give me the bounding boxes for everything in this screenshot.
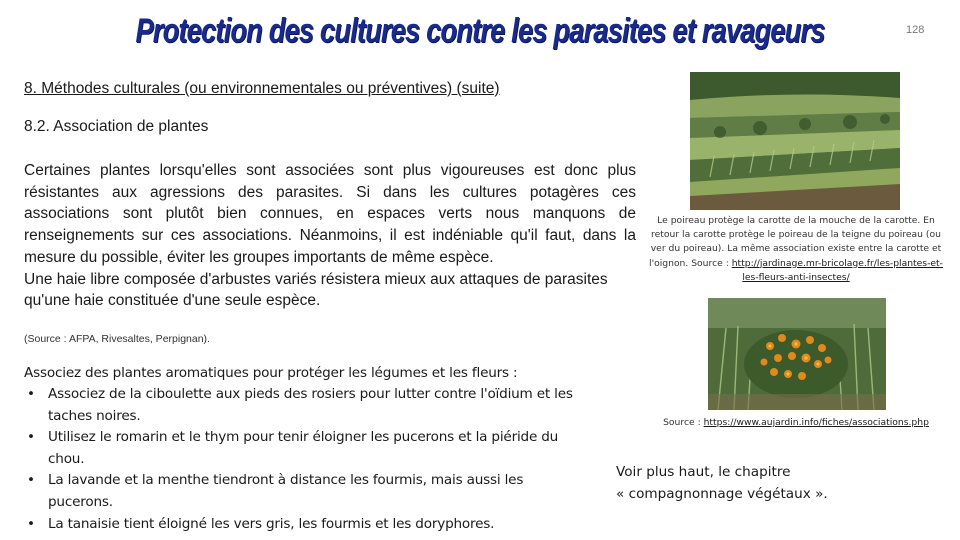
paragraph-hedge: Une haie libre composée d'arbustes variés résistera mieux aux attaques de parasites qu'une haie constituée d'une seule espèce. <box>24 270 608 310</box>
source-link-aujardin[interactable]: https://www.aujardin.info/fiches/associations.php <box>703 417 929 428</box>
leek-carrot-image <box>690 72 900 210</box>
companion-flowers-image <box>708 298 886 410</box>
subsection-heading: 8.2. Association de plantes <box>24 118 209 135</box>
see-above-note <box>616 462 828 505</box>
see-above-line2: « compagnonnage végétaux ». <box>616 485 828 502</box>
source-note: (Source : AFPA, Rivesaltes, Perpignan). <box>24 333 210 345</box>
paragraph-associations: Certaines plantes lorsqu'elles sont associées sont plus vigoureuses est donc plus résistantes aux agressions des parasites. Si dans les cultures potagères ces associations sont plutôt bien connues, en espaces verts nous manquons de renseignements sur ces associations. Néanmoins, il est indéniable qu'il faut, dans la mesure du possible, éviter les groupes importants de même espèce. <box>24 162 636 266</box>
section-heading: 8. Méthodes culturales (ou environnementales ou préventives) (suite) <box>24 80 500 97</box>
page-title: Protection des cultures contre les parasites et ravageurs <box>135 12 825 50</box>
tips-list <box>24 384 584 535</box>
leek-carrot-photo <box>690 72 900 210</box>
list-item: • Utilisez le romarin et le thym pour tenir éloigner les pucerons et la piéride du chou. <box>24 427 584 470</box>
tips-intro: Associez des plantes aromatiques pour protéger les légumes et les fleurs : <box>24 365 518 381</box>
page-number: 128 <box>906 24 925 36</box>
source-link-jardinage[interactable]: http://jardinage.mr-bricolage.fr/les-plantes-et-les-fleurs-anti-insectes/ <box>731 257 943 283</box>
list-item: • Associez de la ciboulette aux pieds des rosiers pour lutter contre l'oïdium et les taches noires. <box>24 384 584 427</box>
caption-source-label: Source : <box>663 417 701 428</box>
companion-flowers-photo <box>708 298 886 410</box>
photo2-caption <box>646 417 946 428</box>
list-item: • La tanaisie tient éloigné les vers gris, les fourmis et les doryphores. <box>24 514 584 536</box>
caption-text: Le poireau protège la carotte de la mouche de la carotte. En retour la carotte protège le poireau de la teigne du poireau (ou ver du poireau). La même association existe entre la carotte et l'oignon. Source : <box>649 215 942 269</box>
list-item: • La lavande et la menthe tiendront à distance les fourmis, mais aussi les pucerons. <box>24 470 584 513</box>
photo1-caption <box>646 214 946 285</box>
main-paragraph <box>24 160 636 312</box>
see-above-line1: Voir plus haut, le chapitre <box>616 464 791 480</box>
